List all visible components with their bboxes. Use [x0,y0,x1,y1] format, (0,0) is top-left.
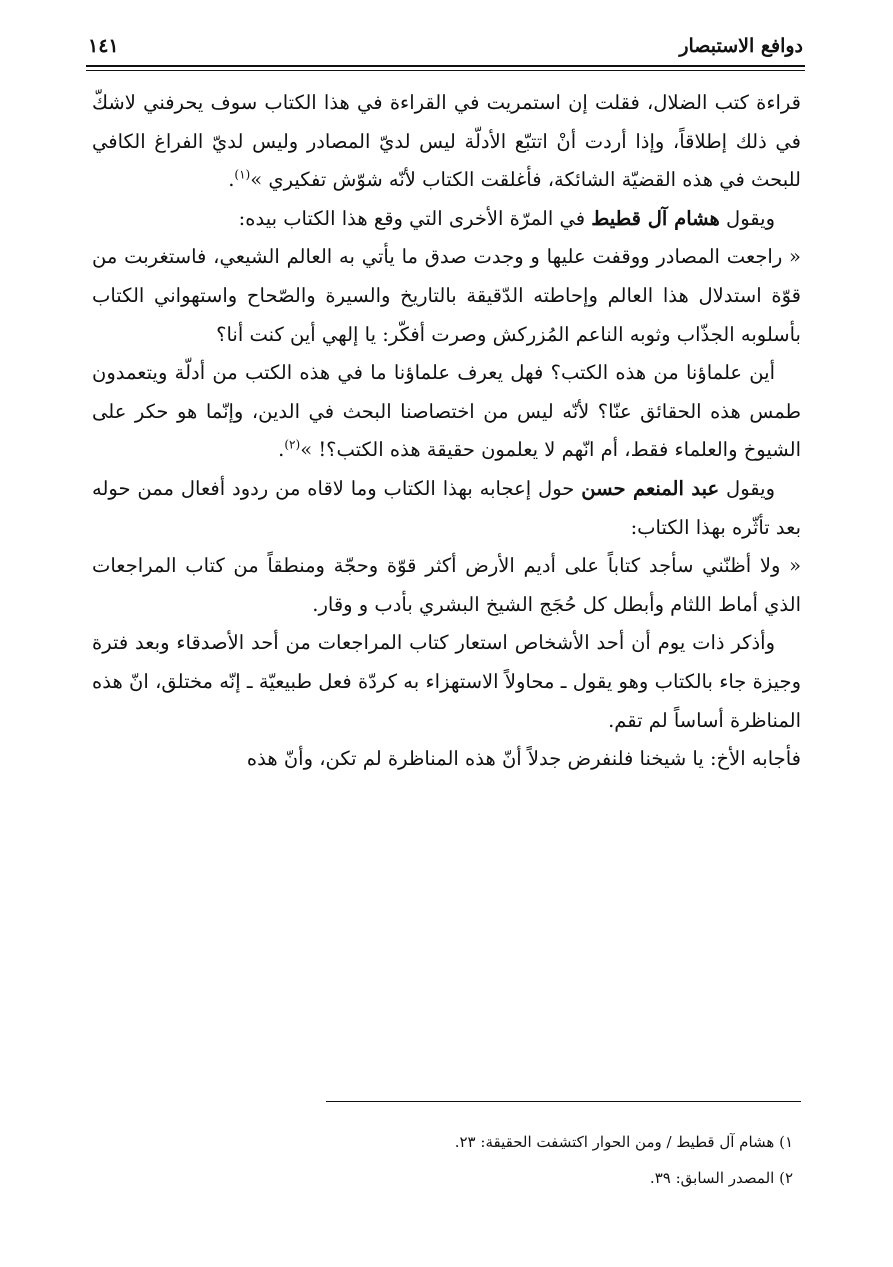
paragraph-1: قراءة كتب الضلال، فقلت إن استمريت في القراءة في هذا الكتاب سوف يحرفني لاشكّ في ذلك إطلاقاً، وإذا أردت أنْ اتتبّع الأدلّة ليس لديّ المصادر وليس لديّ الفراغ الكافي للبحث في هذه القضيّة الشائكة، فأغلقت الكتاب لأنّه شوّش تفكيري »$^{(١)}$. [92,91,801,192]
footnote-divider [326,1101,801,1102]
quote-paragraph-2: أين علماؤنا من هذه الكتب؟ فهل يعرف علماؤنا ما في هذه الكتب من أدلّة ويتعمدون طمس هذه الحقائق عنّا؟ لأنّه ليس من اختصاصنا البحث في الدين، وإنّما هو حكر على الشيوخ والعلماء فقط، أم انّهم لا يعلمون حقيقة هذه الكتب؟! »$^{(٢)}$. [92,361,801,462]
footnotes [92,1124,793,1196]
person-name-abdelmoneim: عبد المنعم حسن [581,476,720,500]
header-divider-thin [86,70,805,71]
paragraph-2: ويقول هشام آل قطيط في المرّة الأخرى التي وقع هذا الكتاب بيده: [238,206,775,230]
paragraph-3: ويقول عبد المنعم حسن حول إعجابه بهذا الكتاب وما لاقاه من ردود أفعال ممن حوله بعد تأثّره بهذا الكتاب: [92,476,801,539]
header-divider [86,65,805,67]
quote-paragraph-4: وأذكر ذات يوم أن أحد الأشخاص استعار كتاب المراجعات من أحد الأصدقاء وبعد فترة وجيزة جاء بالكتاب وهو يقول ـ محاولاً الاستهزاء به كردّة فعل طبيعيّة ـ إنّه مختلق، انّ هذه المناظرة أساساً لم تقم. [92,631,801,732]
page-number: ١٤١ [88,35,119,57]
chapter-title: دوافع الاستبصار [679,35,803,57]
quote-paragraph-3: « ولا أظنّني سأجد كتاباً على أديم الأرض أكثر قوّة وحجّة ومنطقاً من كتاب المراجعات الذي أماط اللثام وأبطل كل حُجَج الشيخ البشري بأدب و وقار. [92,554,801,616]
person-name-hisham: هشام آل قطيط [591,206,720,230]
main-text [92,84,801,779]
footnote-ref-2: (٢) [284,437,301,452]
quote-paragraph-5: فأجابه الأخ: يا شيخنا فلنفرض جدلاً أنّ هذه المناظرة لم تكن، وأنّ هذه [246,747,801,771]
footnote-1: ١) هشام آل قطيط / ومن الحوار اكتشفت الحقيقة: ٢٣. [454,1133,793,1151]
running-header [88,28,803,64]
footnote-2: ٢) المصدر السابق: ٣٩. [649,1169,793,1187]
quote-paragraph-1: « راجعت المصادر ووقفت عليها و وجدت صدق ما يأتي به العالم الشيعي، فاستغربت من قوّة استدلال هذا العالم وإحاطته الدّقيقة بالتاريخ والسيرة والصّحاح واستهواني الكتاب بأسلوبه الجذّاب وثوبه الناعم المُزركش وصرت أفكّر: يا إلهي أين كنت أنا؟ [92,245,801,346]
footnote-ref-1: (١) [234,167,251,182]
